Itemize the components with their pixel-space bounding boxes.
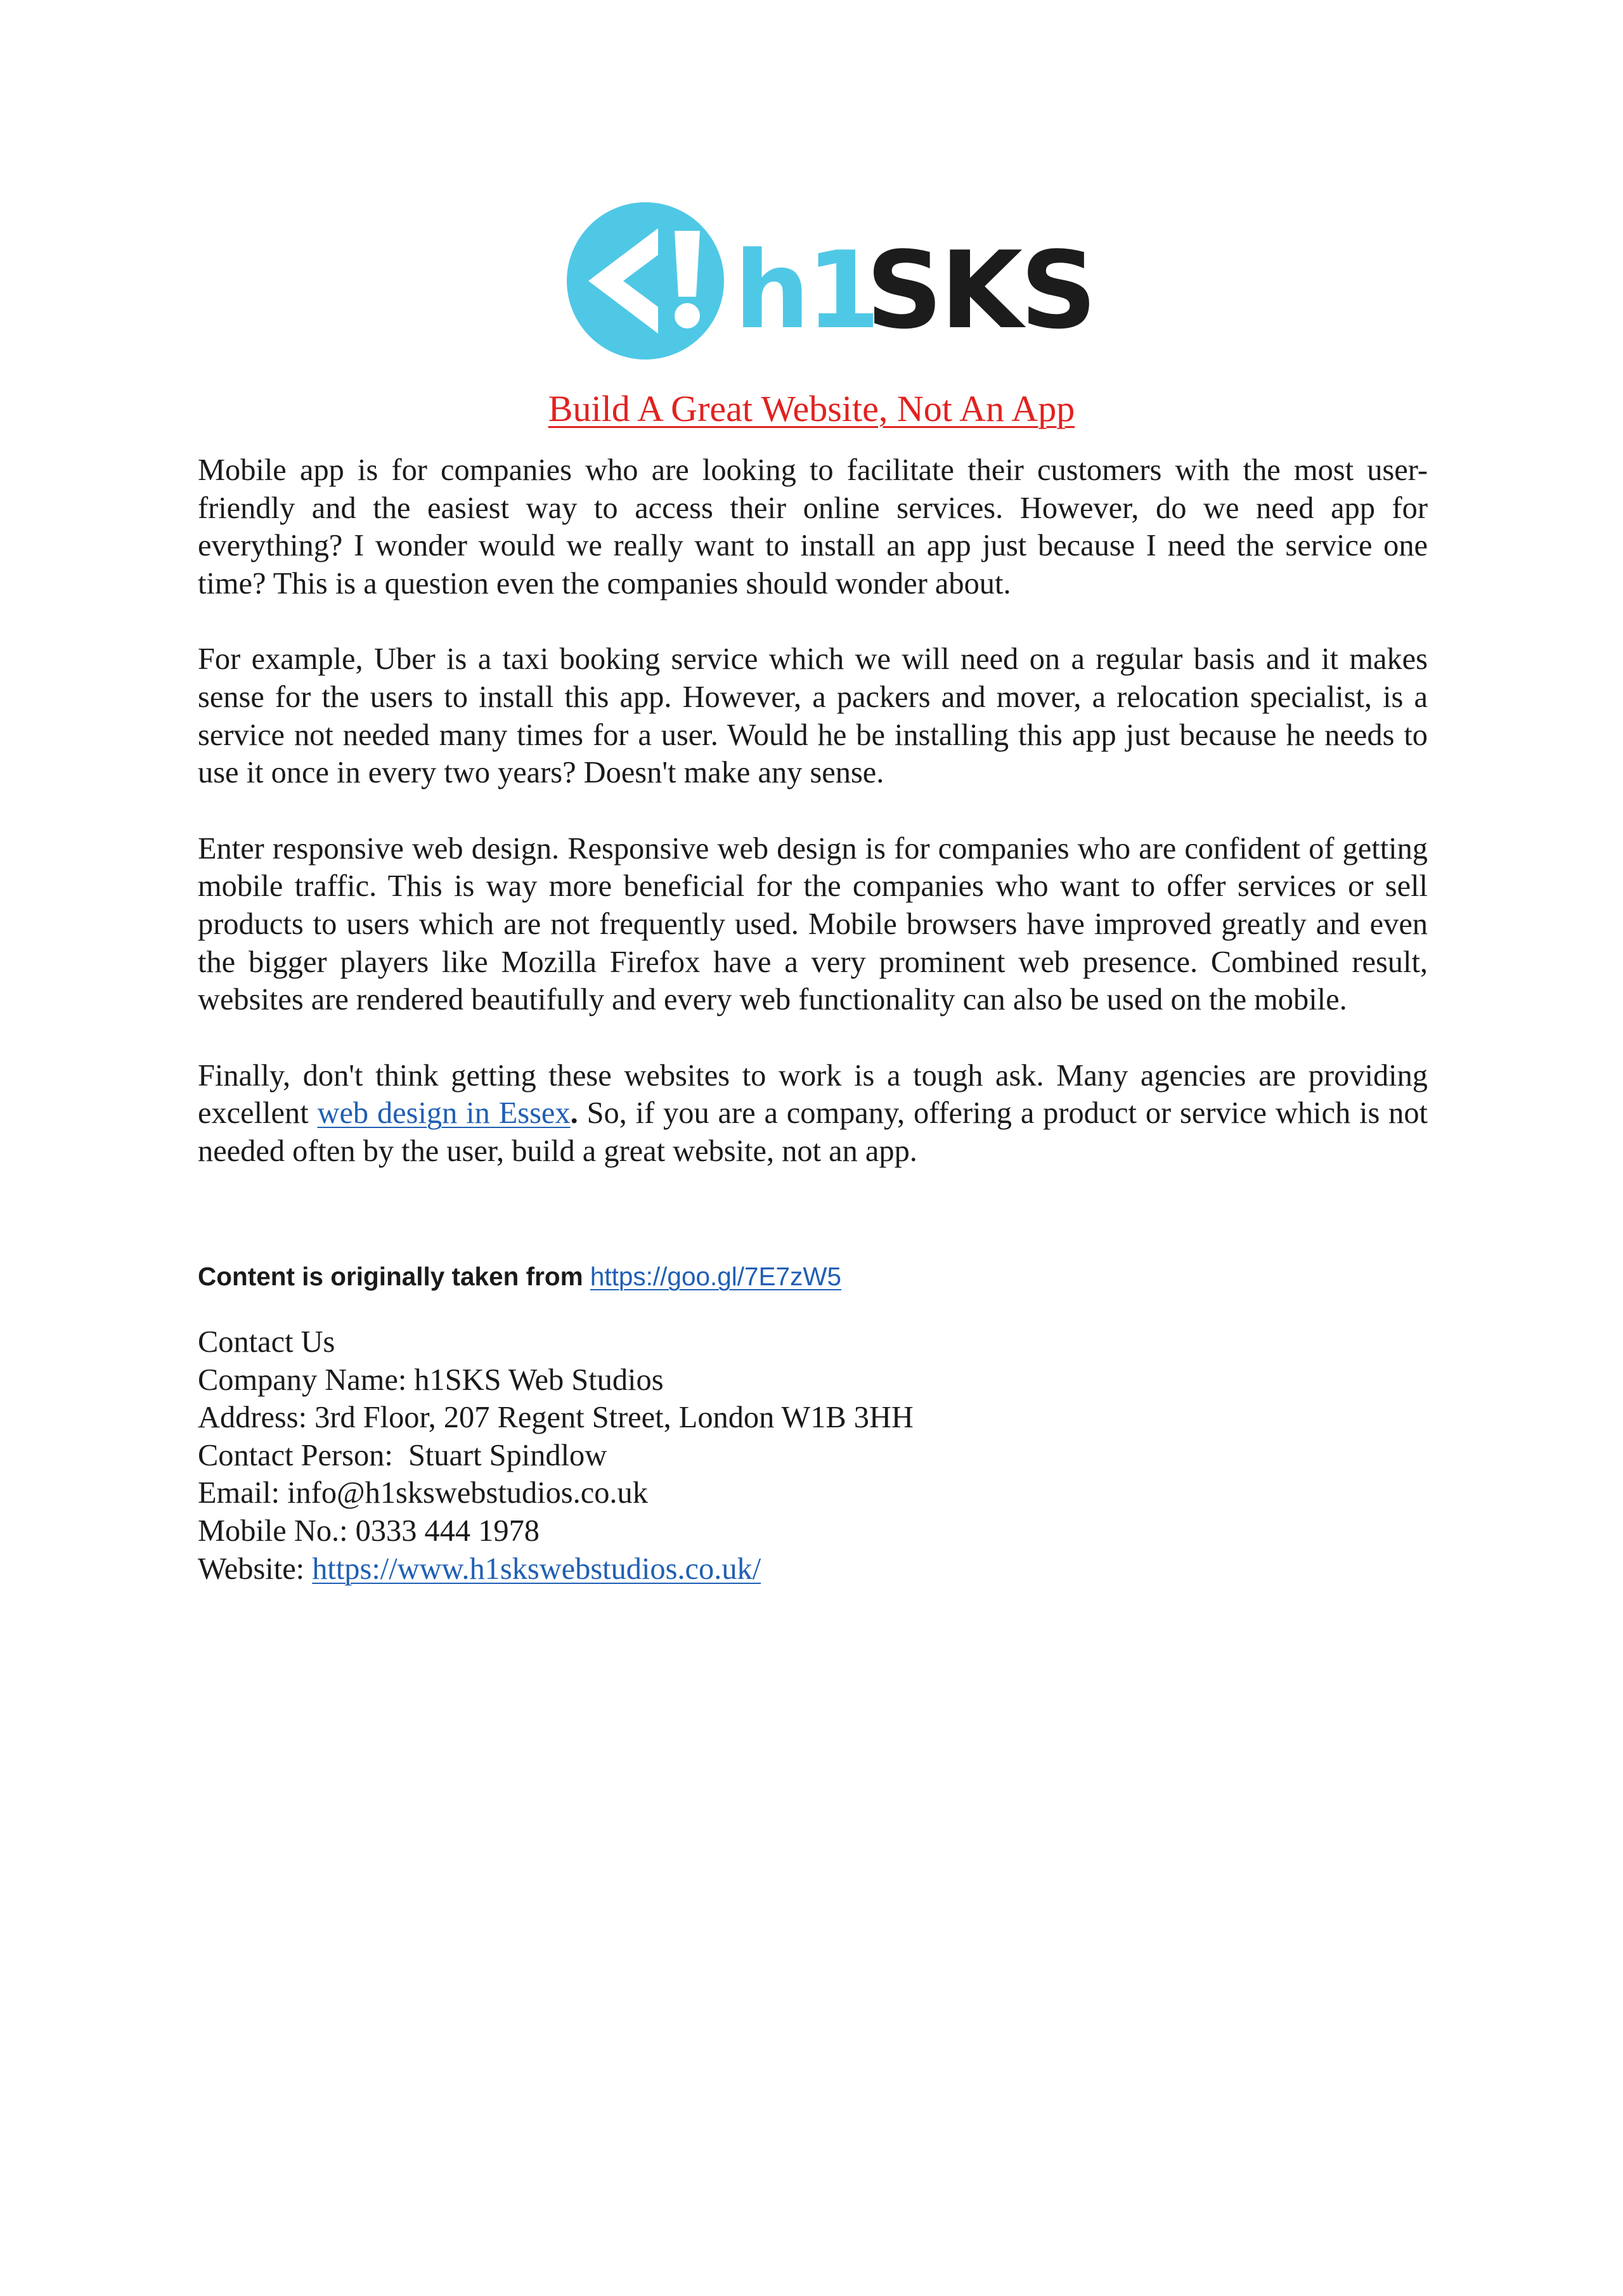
contact-mobile: Mobile No.: 0333 444 1978 [198,1514,540,1548]
contact-heading: Contact Us [198,1325,335,1359]
paragraph-final [198,1057,1428,1171]
paragraph-text: So, if you are a company, offering a product or service which is not needed often by the user, build a great website, not an app. [198,1096,1428,1168]
paragraph-text: Finally, don't think getting these websites to work is a tough ask. Many agencies are providing excellent [198,1058,1428,1131]
lt-exclamation-badge-icon [567,202,724,360]
website-link[interactable]: https://www.h1skswebstudios.co.uk/ [312,1552,761,1586]
logo-wordmark [734,228,1094,353]
paragraph-dot: . [570,1096,578,1131]
contact-address: Address: 3rd Floor, 207 Regent Street, London W1B 3HH [198,1401,914,1435]
paragraph: Mobile app is for companies who are looking to facilitate their customers with the most user-friendly and the easiest way to access their online services. However, do we need app for everything? I wonder would we really want to install an app just because I need the service one time? This is a question even the companies should wonder about. [198,453,1428,600]
svg-text:SKS: SKS [866,228,1095,353]
contact-website [198,1550,914,1588]
paragraph: Enter responsive web design. Responsive web design is for companies who are confident of getting mobile traffic. This is way more beneficial for the companies who want to offer services or sell products to users which are not frequently used. Mobile browsers have improved greatly and even the bigger players like Mozilla Firefox have a very prominent web presence. Combined result, websites are rendered beautifully and every web functionality can also be used on the mobile. [198,831,1428,1017]
source-link[interactable]: https://goo.gl/7E7zW5 [590,1262,842,1291]
contact-company: Company Name: h1SKS Web Studios [198,1363,664,1397]
contact-block [198,1323,914,1588]
source-attribution [198,1259,841,1294]
paragraph: For example, Uber is a taxi booking service which we will need on a regular basis and it makes sense for the users to install this app. However, a packers and mover, a relocation specialist, is a service not needed many times for a user. Would he be installing this app just because he needs to use it once in every two years? Doesn't make any sense. [198,642,1428,790]
article-body [198,451,1428,1209]
company-logo [563,195,1095,366]
source-label: Content is originally taken from [198,1262,583,1291]
website-label: Website: [198,1552,313,1586]
contact-person: Contact Person: Stuart Spindlow [198,1438,607,1472]
svg-text:h1: h1 [734,228,877,353]
article-title: Build A Great Website, Not An App [548,388,1075,429]
contact-email: Email: info@h1skswebstudios.co.uk [198,1476,648,1510]
web-design-essex-link[interactable]: web design in Essex [317,1096,571,1131]
